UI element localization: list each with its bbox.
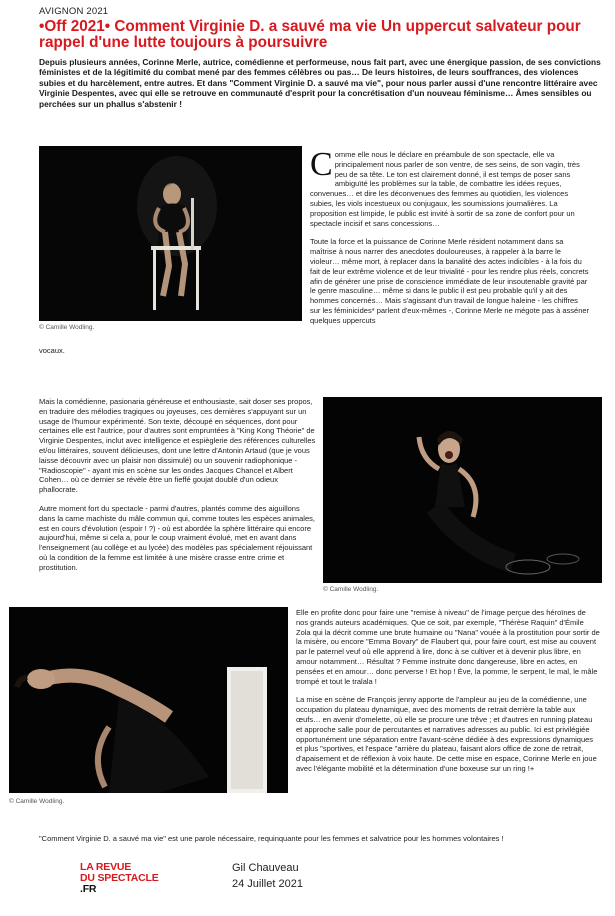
photo-performer-expressive [323,397,602,583]
author-name: Gil Chauveau [232,862,299,874]
photo-performer-seated [39,146,302,321]
dropcap: C [310,146,333,183]
logo-line-2: DU SPECTACLE [80,872,159,884]
paragraph-force: Toute la force et la puissance de Corinne Merle résident notamment dans sa maîtrise à nous narrer des anecdotes douloureuses, à rappeler à la barre le violeur… même mort, à replacer dans la banalité des actes indicibles - à la fois du fait de leur extrême violence et de leur trivialité - pour les rendre plus réels, concrets afin de générer une prise de conscience immédiate de leur insoutenable gravité par le genre masculine… même si dans le public il est peu probable qu'il y ait des hommes concernés… Mais s'agissant d'un travail de longue haleine - les chiffres sur les féminicides* parlent d'eux-mêmes -, Corinne Merle ne mégote pas à asséner quelques uppercuts [310,237,590,325]
paragraph-mise-en-scene: La mise en scène de François jenny apporte de l'ampleur au jeu de la comédienne, une occupation du plateau dynamique, avec des moments de retrait derrière la table aux œufs… en avenir d'omelette, où elle se procure une trêve ; et d'autres en running plateau et approche salle pour de percutantes et narratives adresses au public. Ici est privilégiée opportunément une séparation entre l'avant-scène dédiée à des expressions dynamiques et plus "sportives, et l'espace "arrière du plateau, faisant alors office de zone de retrait, d'apaisement et de réflexion à voix haute. De cette mise en espace, Corinne Merle en joue avec l'élégante mobilité et la détermination d'une boxeuse sur un ring !+ [296,695,597,773]
article-title: •Off 2021• Comment Virginie D. a sauvé ma vie Un uppercut salvateur pour rappel d'une lutte toujours à poursuivre [39,18,581,51]
paragraph-humour: Mais la comédienne, pasionaria généreuse et enthousiaste, sait doser ses propos, en traduire des mélodies tragiques ou joyeuses, ces dernières s'appuyant sur un usage de l'humour expérimenté. Son texte, découpé en séquences, dont pour certaines elle est l'autrice, pour d'autres sont empruntées à "King Kong Théorie" de Virginie Despentes, inclut avec intelligence et espièglerie des références culturelles et/ou littéraires, souvent délicieuses, dont une lettre d'Antonin Artaud (que je vous laisse découvrir avec un plaisir non dissimulé) ou un souvenir radiophonique - "Radioscopie" - ayant mis en scène sur les ondes Jacques Chancel et Albert Cohen… où ce dernier se révèle être un fieffé goujat doublé d'un odieux phallocrate. [39,397,316,495]
performer-seated-image [39,146,302,321]
revue-du-spectacle-logo [80,862,170,896]
paragraph-intro: omme elle nous le déclare en préambule de son spectacle, elle va principalement nous parler de son ventre, de ses seins, de son vagin, très peu de sa tête. Le ton est clairement donné, il est temps de poser sans ambiguïté les problèmes sur la table, de combattre les idées reçues, convenues… et dire les déconvenues des femmes au quotidien, les violences subies, les viols incestueux ou conjugaux, les soumissions journalières. La proposition est limpide, le public est invité à sortir de sa zone de confort pour un spectacle incisif et sans concessions… [310,150,580,228]
column-text-1 [310,146,590,326]
publication-date: 24 Juillet 2021 [232,878,303,890]
paragraph-moment-fort: Autre moment fort du spectacle - parmi d'autres, plantés comme des aiguillons dans la carne machiste du mâle commun qui, comme toutes les espèces animales, est en cours d'évolution (espoir ! ?) - où est abordée la sphère littéraire qui encore aujourd'hui, même si cela a, pour le coup vraiment évolué, met en avant dans l'enseignement (au collège et au lycée) des modèles pas spécialement réjouissant où la condition de la femme est limitée à une misère crasse entre crime et prostitution. [39,503,315,572]
conclusion-text: "Comment Virginie D. a sauvé ma vie" est une parole nécessaire, requinquante pour les femmes et salvatrice pour les hommes volontaires ! [39,834,504,843]
column-text-2 [39,397,316,573]
section-label: AVIGNON 2021 [39,6,109,17]
paragraph-remise-a-niveau: Elle en profite donc pour faire une "remise à niveau" de l'image perçue des héroïnes de nos grands auteurs académiques. Que ce soit, par exemple, "Thérèse Raquin" d'Émile Zola qui la décrit comme une brute humaine ou "Nana" vouée à la prostitution pour sortir de la misère, ou encore "Emma Bovary" de Flaubert qui, pour faire court, est mise au couvent par le paternel veuf où elle apprend à lire, donc à se cultiver et à devenir plus libre, en amour notamment… Résultat ? Femme instruite donc dangereuse, libre en actes, en pensées et en amour… donc perverse ! Et hop ! Ève, la pomme, le serpent, le mal, le mâle trompé et tout le tralala ! [296,608,600,686]
article-lead: Depuis plusieurs années, Corinne Merle, autrice, comédienne et performeuse, nous fait part, avec une énergique passion, de ses convictions féministes et de la légitimité du combat mené par des femmes célèbres ou pas… De leurs histoires, de leurs souffrances, des violences subies et du harcèlement, entre autres. Et dans "Comment Virginie D. a sauvé ma vie", pour nous parler aussi d'une rencontre littéraire avec Virginie Despentes, avec qui elle se retrouve en communauté d'esprit pour la concrétisation d'un nouveau féminisme… Âmes sensibles ou perchées sur un phallus s'abstenir ! [39,57,601,109]
photo-caption-3: © Camille Wodling. [9,798,65,805]
performer-expressive-image [323,397,602,583]
photo-caption-2: © Camille Wodling. [323,586,379,593]
photo-caption: © Camille Wodling. [39,324,95,331]
performer-reclining-image [9,607,288,793]
paragraph-tail: vocaux. [39,346,65,355]
logo-line-1: LA REVUE [80,861,132,873]
photo-performer-reclining [9,607,288,793]
logo-line-3: .FR [80,883,97,895]
column-text-3 [296,608,600,774]
